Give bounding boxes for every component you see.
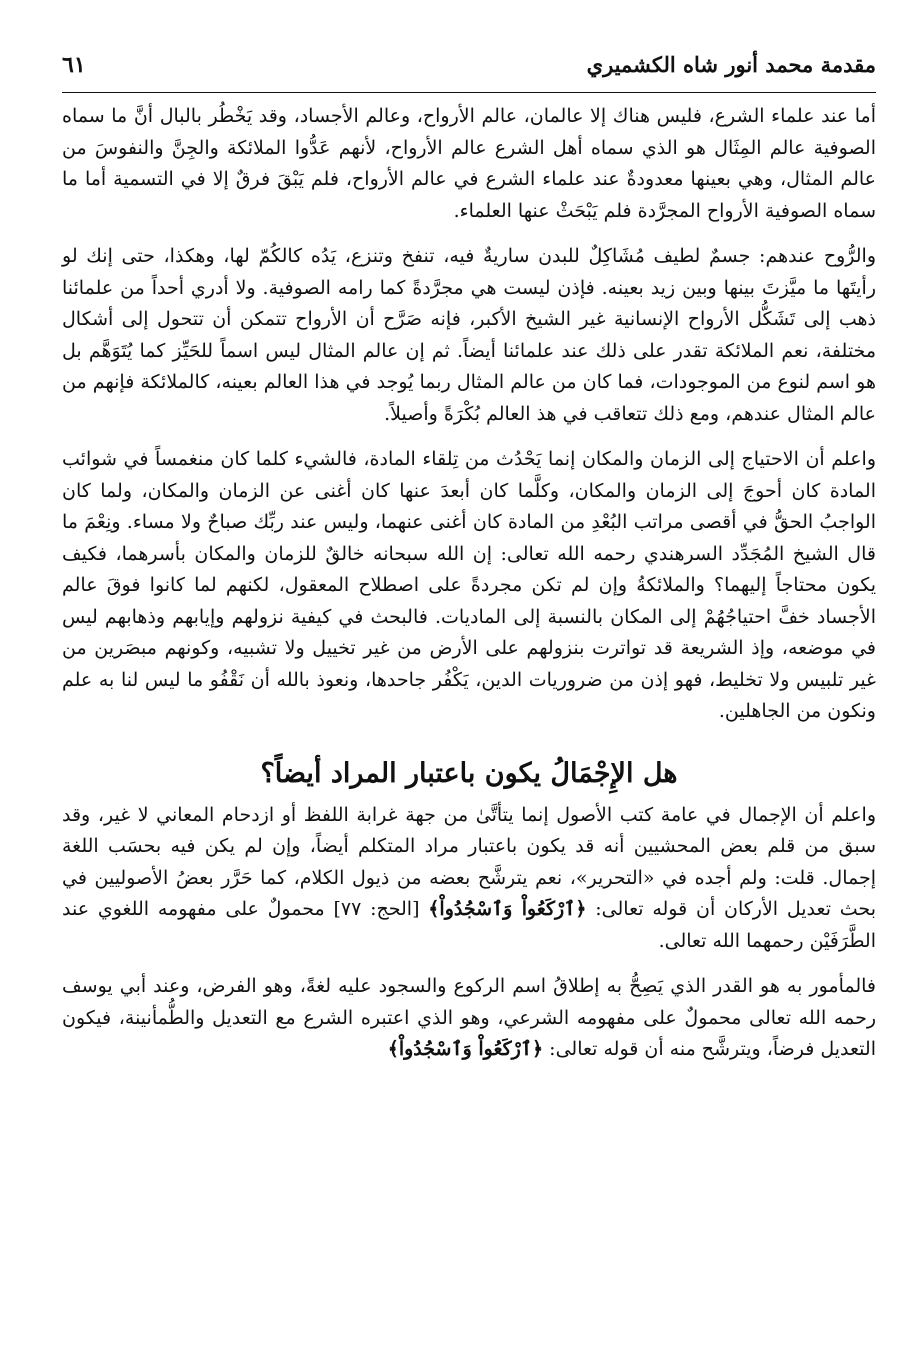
page-number: ٦١ [62, 52, 86, 78]
section-paragraph-1-text: واعلم أن الإجمال في عامة كتب الأصول إنما يتأتَّىٰ من جهة غرابة اللفظ أو ازدحام المعاني لا غير، وقد سبق من قلم بعض المحشيين أنه قد يكون باعتبار مراد المتكلم أيضاً، وإن لم يكن فيه بحسَب اللغة إجمال. قلت: ولم أجده في «التحرير»، نعم يترشَّح بعضه من ذيول الكلام، كما حَرَّر بعضُ الأصوليين في بحث تعديل الأركان أن قوله تعالى: [62, 803, 876, 920]
verse-citation: [الحج: ٧٧] [333, 898, 420, 920]
paragraph-1: أما عند علماء الشرع، فليس هناك إلا عالمان، عالم الأرواح، وعالم الأجساد، وقد يَخْطُر بالبال أنَّ ما سماه الصوفية عالم المِثَال هو الذي سماه أهل الشرع عالم الأرواح، لأنهم عَدُّوا الملائكة والجِنَّ والنفوسَ من عالم المثال، وهي بعينها معدودةٌ عند علماء الشرع في عالم الأرواح، فلم يَبْقَ فرقٌ إلا في التسمية أما ما سماه الصوفية الأرواح المجرَّدة فلم يَبْحَثْ عنها العلماء. [62, 105, 876, 222]
section-paragraph-2 [62, 971, 876, 1066]
book-page [62, 52, 876, 1066]
paragraph-3: واعلم أن الاحتياج إلى الزمان والمكان إنما يَحْدُث من تِلقاء المادة، فالشيء كلما كان منغمساً في شوائب المادة كان أحوجَ إلى الزمان والمكان، وكلَّما كان أبعدَ عنها كان أغنى عن الزمان والمكان، ولما كان الواجبُ الحقُّ في أقصى مراتب البُعْدِ من المادة كان أغنى عنهما، وليس عند ربِّك صباحٌ ولا مساء. ونِعْمَ ما قال الشيخ المُجَدِّد السرهندي رحمه الله تعالى: إن الله سبحانه خالقٌ للزمان والمكان بأسرهما، فكيف يكون محتاجاً إليهما؟ والملائكةُ وإن لم تكن مجردةً على اصطلاح المعقول، لكنهم لما كانوا فوقَ عالم الأجساد خفَّ احتياجُهُمْ إلى المكان بالنسبة إلى الماديات. فالبحث في كيفية نزولهم وإيابهم وذهابهم ليس في موضعه، وإذ الشريعة قد تواترت بنزولهم على الأرض من غير تخييل ولا تشبيه، وكونهم مبصَرين من غير تلبيس ولا تخليط، فهو إذن من ضروريات الدين، يَكْفُر جاحدها، ونعوذ بالله أن نَقْفُو ما ليس لنا به علم ونكون من الجاهلين. [62, 448, 877, 722]
running-title: مقدمة محمد أنور شاه الكشميري [586, 52, 876, 77]
paragraph-2: والرُّوح عندهم: جسمٌ لطيف مُشَاكِلٌ للبدن ساريةٌ فيه، تنفخ وتنزع، يَدُه كالكُمّ لها، وهكذا، حتى إنك لو رأيتَها ما ميَّزتَ بينها وبين زيد بعينه. فإذن ليست هي مجرَّدةً كما رامه الصوفية. ولا أدري أحداً من علمائنا ذهب إلى تَشَكُّل الأرواح الإنسانية غير الشيخ الأكبر، فإنه صَرَّح أن الأرواح تتمكن أن تتحول إلى أشكال مختلفة، نعم الملائكة تقدر على ذلك عند علمائنا أيضاً. ثم إن عالم المثال ليس اسماً للحَيِّز كما يُتَوَهَّم بل هو اسم لنوع من الموجودات، فما كان من عالم المثال ربما يُوجد في هذا العالم بعينه، كالملائكة فإنهم من عالم المثال عندهم، ومع ذلك تتعاقب في هذ العالم بُكْرَةً وأصيلاً. [62, 245, 876, 425]
quran-verse: ﴿ٱرْكَعُواْ وَٱسْجُدُواْ﴾ [387, 1038, 544, 1060]
section-paragraph-2-text: فالمأمور به هو القدر الذي يَصِحُّ به إطلاقُ اسم الركوع والسجود عليه لغةً، وهو الفرض، وعند أبي يوسف رحمه الله تعالى محمولٌ على مفهومه الشرعي، وهو الذي اعتبره الشرع مع التعديل والطُّمأنينة، فيكون التعديل فرضاً، ويترشَّح منه أن قوله تعالى: [62, 975, 876, 1060]
section-heading: هل الإِجْمَالُ يكون باعتبار المراد أيضاً؟ [260, 757, 678, 789]
quran-verse: ﴿ٱرْكَعُواْ وَٱسْجُدُواْ﴾ [428, 898, 587, 920]
running-header [62, 52, 876, 93]
section-paragraph-1 [62, 800, 876, 958]
section-paragraph-1-tail: محمولٌ على مفهومه اللغوي عند الطَّرَفَيْن رحمهما الله تعالى. [62, 898, 876, 952]
